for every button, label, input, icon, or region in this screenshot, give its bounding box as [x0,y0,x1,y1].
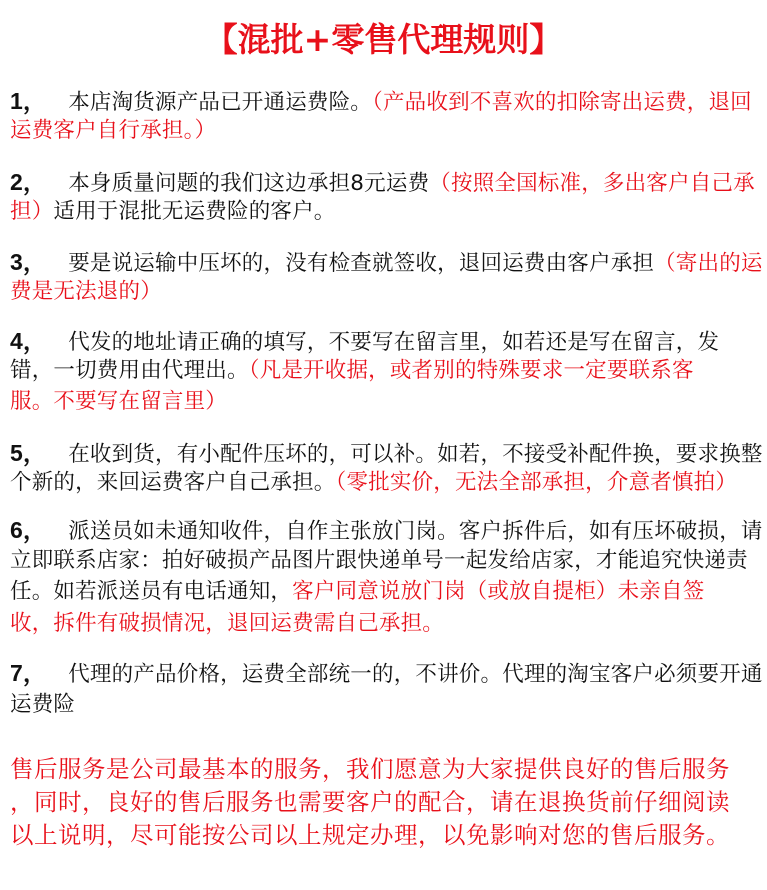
rule-note-red: （零批实价，无法全部承担，介意者慎拍） [335,470,738,495]
rule-note-red: 担） [10,199,54,224]
page-title: 【混批+零售代理规则】 [204,20,563,59]
rule-6-line [10,609,444,639]
rule-7-line [10,690,75,720]
rule-note-red: 运费客户自行承担。） [10,118,217,143]
rule-number: 5， [10,440,47,466]
rule-4-line [10,326,719,358]
rule-number: 1， [10,88,47,114]
rule-6-line [10,515,763,547]
rule-note-red: 服。不要写在留言里） [10,389,228,414]
rule-note-red: （寄出的运 [654,251,763,276]
rule-text: 个新的，来回运费客户自己承担。 [10,470,336,495]
rule-text: 要是说运输中压坏的，没有检查就签收，退回运费由客户承担 [68,251,655,276]
rule-note-red: （产品收到不喜欢的扣除寄出运费，退回 [372,90,752,115]
rule-text: 任。如若派送员有电话通知， [10,579,293,604]
rule-note-red: 费是无法退的） [10,279,162,304]
rule-1-line [10,116,216,146]
closing-line: 售后服务是公司最基本的服务，我们愿意为大家提供良好的售后服务 [10,755,730,783]
rule-5-line [10,438,763,470]
closing-line: 以上说明，尽可能按公司以上规定办理，以免影响对您的售后服务。 [10,821,730,849]
rule-2-line [10,197,336,227]
rule-text: 派送员如未通知收件，自作主张放门岗。客户拆件后，如有压坏破损，请 [68,519,763,544]
rule-text: 运费险 [10,692,76,717]
rule-number: 2， [10,169,47,195]
rule-text: 错，一切费用由代理出。 [10,358,249,383]
closing-line: ，同时，良好的售后服务也需要客户的配合，请在退换货前仔细阅读 [10,788,730,816]
rule-4-line [10,387,227,417]
rule-3-line [10,247,763,279]
rule-note-red: （按照全国标准，多出客户自己承 [429,171,755,196]
rule-note-red: （凡是开收据，或者别的特殊要求一定要联系客 [248,358,694,383]
rule-text: 代发的地址请正确的填写，不要写在留言里，如若还是写在留言，发 [68,330,720,355]
rule-number: 6， [10,517,47,543]
rule-4-line [10,356,694,386]
rule-7-line [10,658,763,690]
rule-number: 4， [10,328,47,354]
rule-note-red: 收，拆件有破损情况，退回运费需自己承担。 [10,611,445,636]
rule-6-line [10,577,704,607]
rule-2-line [10,167,755,199]
rule-note-red: 客户同意说放门岗（或放自提柜）未亲自签 [292,579,705,604]
rule-5-line [10,468,737,498]
rule-number: 7， [10,660,47,686]
rule-1-line [10,86,752,118]
rule-3-line [10,277,162,307]
rule-text: 适用于混批无运费险的客户。 [53,199,336,224]
rule-number: 3， [10,249,47,275]
rule-text: 本身质量问题的我们这边承担8元运费 [68,171,430,196]
rule-text: 代理的产品价格，运费全部统一的，不讲价。代理的淘宝客户必须要开通 [68,662,763,687]
rule-text: 本店淘货源产品已开通运费险。 [68,90,373,115]
rule-text: 在收到货，有小配件压坏的，可以补。如若，不接受补配件换，要求换整 [68,442,763,467]
rule-text: 立即联系店家：拍好破损产品图片跟快递单号一起发给店家，才能追究快递责 [10,548,748,573]
rule-6-line [10,546,748,576]
